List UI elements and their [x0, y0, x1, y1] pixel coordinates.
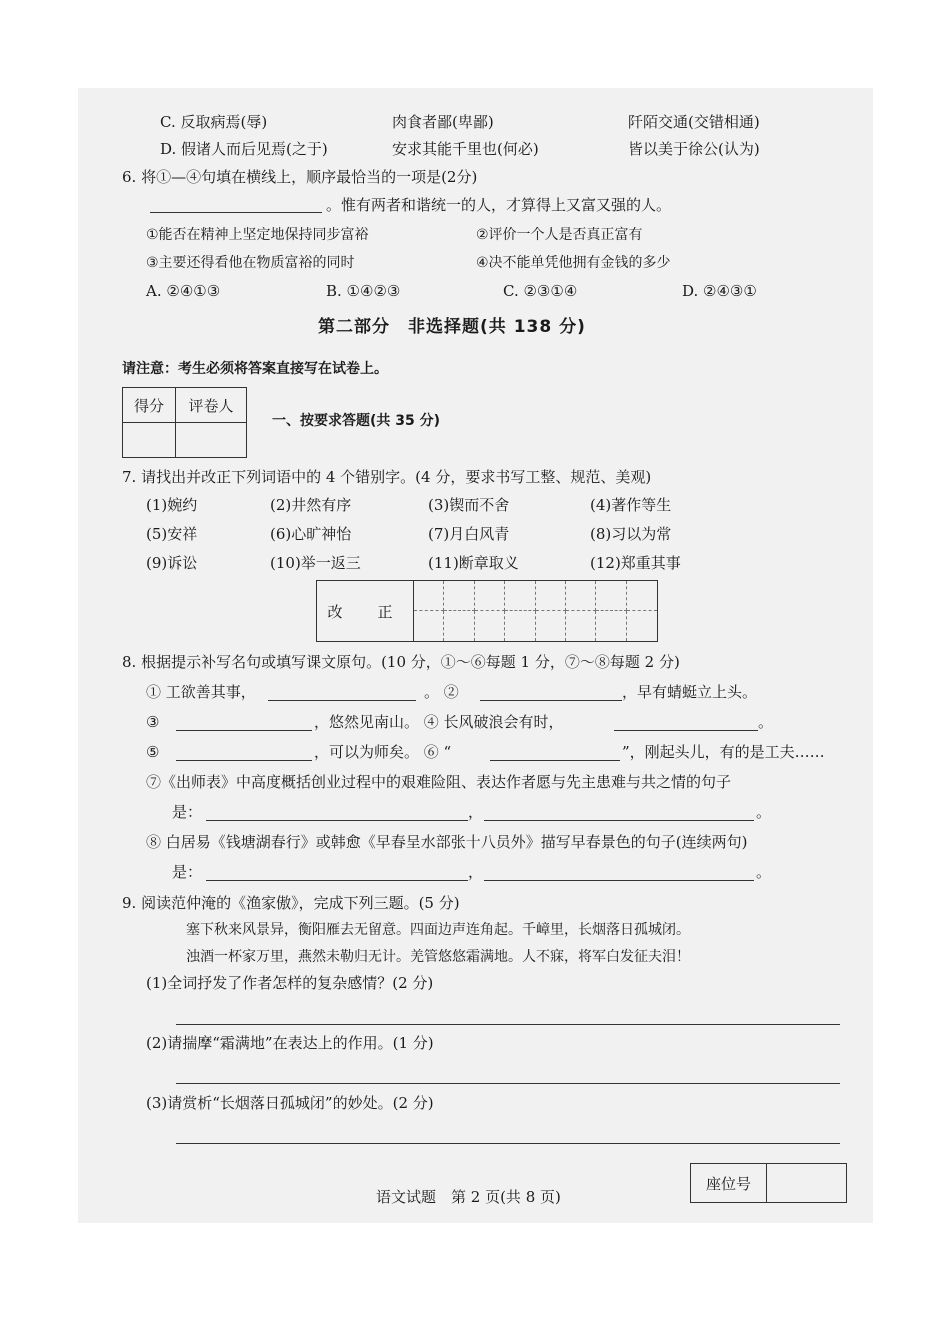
grader-label: 评卷人 — [176, 388, 247, 423]
correction-cell[interactable] — [566, 581, 596, 611]
q8-line3-c: ”，刚起头儿，有的是工夫…… — [622, 743, 825, 761]
part2-title: 第二部分 非选择题(共 138 分) — [318, 317, 586, 337]
q7-item: (8)习以为常 — [590, 525, 672, 543]
q8-blank-5[interactable] — [176, 760, 312, 761]
q5-option-c-3: 阡陌交通(交错相通) — [628, 113, 760, 131]
correction-cell[interactable] — [475, 611, 505, 641]
q8-line4-prefix: 是： — [172, 803, 203, 821]
correction-cell[interactable] — [566, 611, 596, 641]
q7-item: (11)断章取义 — [428, 554, 519, 572]
q9-answer-3[interactable] — [176, 1143, 840, 1144]
q9-poem-line-1: 塞下秋来风景异，衡阳雁去无留意。四面边声连角起。千嶂里，长烟落日孤城闭。 — [186, 922, 690, 938]
correction-label: 改 正 — [317, 581, 414, 641]
correction-cell[interactable] — [414, 581, 444, 611]
q8-blank-7a[interactable] — [206, 820, 468, 821]
correction-cell[interactable] — [505, 581, 535, 611]
q7-item: (7)月白风青 — [428, 525, 510, 543]
part2-notice: 请注意：考生必须将答案直接写在试卷上。 — [122, 361, 388, 377]
correction-cell[interactable] — [627, 611, 657, 641]
q7-item: (1)婉约 — [146, 496, 198, 514]
q5-option-d-1: D. 假诸人而后见焉(之于) — [160, 140, 328, 158]
q7-item: (9)诉讼 — [146, 554, 198, 572]
q9-sub1: (1)全词抒发了作者怎样的复杂感情？(2 分) — [146, 974, 434, 992]
q8-line2-a: ③ — [146, 713, 160, 731]
q6-sentence-4: ④决不能单凭他拥有金钱的多少 — [476, 255, 671, 271]
correction-cell[interactable] — [475, 581, 505, 611]
correction-cell[interactable] — [536, 611, 566, 641]
q7-stem: 7. 请找出并改正下列词语中的 4 个错别字。(4 分，要求书写工整、规范、美观) — [122, 468, 652, 486]
q5-option-d-2: 安求其能千里也(何必) — [392, 140, 539, 158]
q8-line4-comma: ， — [468, 803, 484, 821]
q8-line1-c: ，早有蜻蜓立上头。 — [622, 683, 758, 701]
correction-cell[interactable] — [414, 611, 444, 641]
correction-cell[interactable] — [627, 581, 657, 611]
q6-sentence: 。惟有两者和谐统一的人，才算得上又富又强的人。 — [326, 196, 672, 214]
q8-line5-prefix: 是： — [172, 863, 203, 881]
q8-line4: ⑦《出师表》中高度概括创业过程中的艰难险阻、表达作者愿与先主患难与共之情的句子 — [146, 773, 732, 791]
seat-number-box — [690, 1163, 847, 1203]
seat-number-input[interactable] — [767, 1164, 846, 1202]
q6-choice-a: A. ②④①③ — [146, 282, 221, 300]
q8-line4-period: 。 — [756, 803, 772, 821]
q8-line5-comma: ， — [468, 863, 484, 881]
correction-cell[interactable] — [536, 581, 566, 611]
q8-stem: 8. 根据提示补写名句或填写课文原句。(10 分，①～⑥每题 1 分，⑦～⑧每题 2 分) — [122, 653, 680, 671]
correction-cell[interactable] — [444, 611, 474, 641]
correction-cell[interactable] — [505, 611, 535, 641]
q7-item: (2)井然有序 — [270, 496, 352, 514]
q6-answer-blank[interactable] — [150, 212, 322, 213]
score-label: 得分 — [123, 388, 176, 423]
correction-cell[interactable] — [596, 581, 626, 611]
q5-option-c-1: C. 反取病焉(辱) — [160, 113, 268, 131]
q8-blank-2[interactable] — [480, 700, 622, 701]
q6-sentence-2: ②评价一个人是否真正富有 — [476, 227, 643, 243]
q8-line2-c: 。 — [758, 713, 774, 731]
page-footer: 语文试题 第 2 页(共 8 页) — [376, 1188, 561, 1206]
q7-item: (10)举一返三 — [270, 554, 361, 572]
q5-option-d-3: 皆以美于徐公(认为) — [628, 140, 760, 158]
q9-answer-2[interactable] — [176, 1083, 840, 1084]
q6-choice-d: D. ②④③① — [682, 282, 757, 300]
q6-choice-b: B. ①④②③ — [326, 282, 401, 300]
q9-stem: 9. 阅读范仲淹的《渔家傲》，完成下列三题。(5 分) — [122, 894, 460, 912]
q6-choice-c: C. ②③①④ — [503, 282, 578, 300]
q8-line3-b: ，可以为师矣。 ⑥ “ — [314, 743, 452, 761]
q8-line5: ⑧ 白居易《钱塘湖春行》或韩愈《早春呈水部张十八员外》描写早春景色的句子(连续两句) — [146, 833, 748, 851]
q7-item: (3)锲而不舍 — [428, 496, 510, 514]
q8-line3-a: ⑤ — [146, 743, 160, 761]
q8-blank-6[interactable] — [490, 760, 620, 761]
q8-line1-a: ① 工欲善其事， — [146, 683, 256, 701]
score-table — [122, 387, 247, 458]
q8-blank-7b[interactable] — [484, 820, 754, 821]
q8-blank-4[interactable] — [614, 730, 758, 731]
q8-line5-period: 。 — [756, 863, 772, 881]
q8-line2-b: ，悠然见南山。 ④ 长风破浪会有时， — [314, 713, 564, 731]
score-cell[interactable] — [123, 423, 176, 458]
seat-number-label: 座位号 — [691, 1164, 767, 1202]
q8-blank-8b[interactable] — [484, 880, 754, 881]
q9-sub2: (2)请揣摩“霜满地”在表达上的作用。(1 分) — [146, 1034, 434, 1052]
q5-option-c-2: 肉食者鄙(卑鄙) — [392, 113, 494, 131]
q6-sentence-3: ③主要还得看他在物质富裕的同时 — [146, 255, 355, 271]
grader-cell[interactable] — [176, 423, 247, 458]
q8-blank-8a[interactable] — [206, 880, 468, 881]
q7-item: (5)安祥 — [146, 525, 198, 543]
correction-cell[interactable] — [444, 581, 474, 611]
q7-item: (4)著作等生 — [590, 496, 672, 514]
correction-grid — [316, 580, 658, 642]
q9-sub3: (3)请赏析“长烟落日孤城闭”的妙处。(2 分) — [146, 1094, 434, 1112]
q9-answer-1[interactable] — [176, 1024, 840, 1025]
section1-title: 一、按要求答题(共 35 分) — [272, 413, 441, 429]
q9-poem-line-2: 浊酒一杯家万里，燕然未勒归无计。羌管悠悠霜满地。人不寐，将军白发征夫泪！ — [186, 949, 690, 965]
correction-cell[interactable] — [596, 611, 626, 641]
q7-item: (12)郑重其事 — [590, 554, 681, 572]
q6-stem: 6. 将①—④句填在横线上，顺序最恰当的一项是(2分) — [122, 168, 478, 186]
q6-sentence-1: ①能否在精神上坚定地保持同步富裕 — [146, 227, 369, 243]
q8-line1-b: 。 ② — [424, 683, 459, 701]
q7-item: (6)心旷神怡 — [270, 525, 352, 543]
q8-blank-3[interactable] — [176, 730, 312, 731]
q8-blank-1[interactable] — [268, 700, 416, 701]
